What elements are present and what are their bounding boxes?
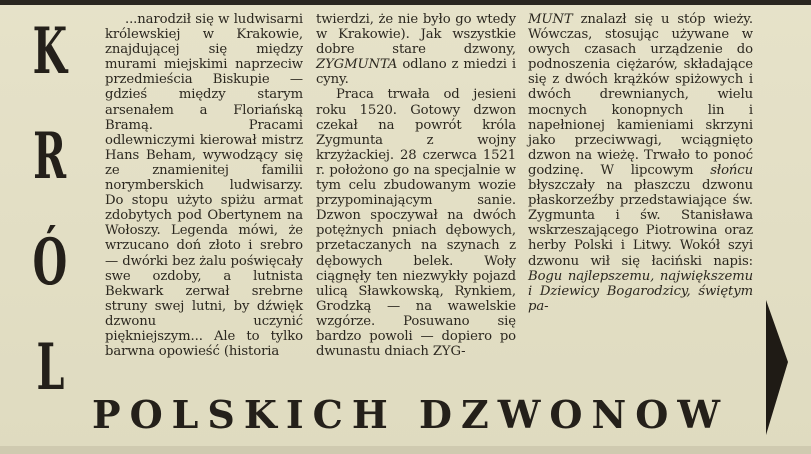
paragraph: ...narodził się w ludwisarni królewskiej w Krakowie, znajdującej się między murami miejskimi naprzeciw przedmieścia Biskupie — gdzieś między starym arsenałem a Floriańską Bramą. Pracami odlewniczymi kierował mistrz Hans Beham, wywodzący się ze znamienitej familii norymberskich ludwisarzy. Do stopu użyto spiżu armat zdobytych pod Obertynem na Wołoszy. Legenda mówi, że wrzucano doń złoto i srebro — dwórki bez żalu poświęcały swe ozdoby, a lutnista Bekwark zerwał srebrne struny swej lutni, by dźwięk dzwonu uczynić piękniejszym... Ale to tylko barwna opowieść (historia — [105, 12, 303, 360]
text-run: znalazł się u stóp wieży. Wówczas, stosując używane w owych czasach urządzenie do podnoszenia ciężarów, składające się z dwóch krążków spiżowych i dwóch drewnianych, wielu mocnych konopnych lin i napełnionej kamieniami skrzyni jako przeciwwagi, wciągnięto dzwon na wieżę. Trwało to ponoć godzinę. W lipcowym — [528, 12, 753, 178]
italic-run: MUNT — [528, 12, 573, 27]
vertical-title-letter: K — [32, 14, 68, 89]
text-column-3 — [528, 12, 753, 314]
italic-run: Bogu najlepszemu, największemu i Dziewicy Bogarodzicy, świętym pa- — [528, 268, 753, 314]
continue-arrow-icon — [762, 300, 792, 435]
text-run: twierdzi, że nie było go wtedy w Krakowie). Jak wszystkie dobre stare dzwony, — [316, 12, 516, 58]
text-column-2 — [316, 12, 516, 359]
top-rule — [0, 0, 811, 5]
paragraph: Praca trwała od jesieni roku 1520. Gotowy dzwon czekał na powrót króla Zygmunta z wojny krzyżackiej. 28 czerwca 1521 r. położono go na specjalnie w tym celu zbudowanym wozie przypominającym sanie. Dzwon spoczywał na dwóch potężnych pniach dębowych, przetaczanych na szynach z dębowych belek. Woły ciągnęły ten niezwykły pojazd ulicą Sławkowską, Rynkiem, Grodzką — na wawelskie wzgórze. Posuwano się bardzo powoli — dopiero po dwunastu dniach ZYG- — [316, 87, 516, 360]
vertical-title-letter: R — [33, 119, 67, 195]
paragraph — [316, 12, 516, 87]
headline-bottom: POLSKICH DZWONOW — [92, 392, 729, 437]
text-run: odlano z miedzi i cyny. — [316, 57, 516, 88]
vertical-title — [22, 14, 78, 405]
text-column-1 — [105, 12, 303, 359]
vertical-title-letter: Ó — [32, 224, 68, 300]
vertical-title-letter: L — [36, 329, 64, 405]
bottom-rule — [0, 446, 811, 454]
text-run: błyszczały na płaszczu dzwonu płaskorzeźby przedstawiające św. Zygmunta i św. Stanisława wskrzeszającego Piotrowina oraz herby Polski i Litwy. Wokół szyi dzwonu wił się łaciński napis: — [528, 178, 753, 269]
italic-run: ZYGMUNTA — [316, 57, 398, 73]
italic-run: słońcu — [710, 162, 753, 178]
paragraph — [528, 12, 753, 314]
